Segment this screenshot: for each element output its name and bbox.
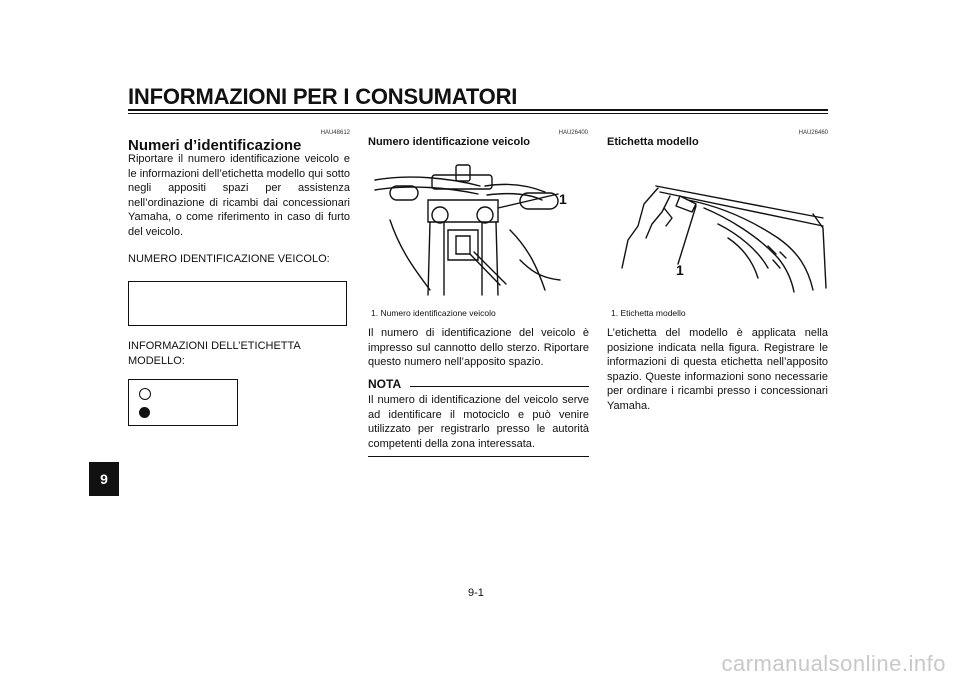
model-label-paragraph (607, 326, 828, 414)
title-rule (128, 109, 828, 111)
nota-text: Il numero di identificazione del veicolo serve ad identificare il motociclo e può venire utilizzato per registrarlo presso le autorità competenti della zona interessata. (368, 394, 589, 450)
label-info-heading: INFORMAZIONI DELL’ETICHETTA MODELLO: (128, 340, 301, 367)
section-heading: Numero identificazione veicolo (368, 136, 530, 148)
vin-entry-box[interactable] (128, 281, 347, 326)
nota-rule (410, 386, 589, 387)
vin-label: NUMERO IDENTIFICAZIONE VEICOLO: (128, 253, 330, 265)
vin-paragraph (368, 326, 589, 370)
page-number: 9-1 (468, 587, 484, 599)
section-code: HAU48612 (320, 130, 350, 136)
section-heading: Numeri d’identificazione (128, 137, 302, 154)
model-label-text: L’etichetta del modello è applicata nella posizione indicata nella figura. Registrare le informazioni di questa etichetta nell’apposito spazio. Queste informazioni sono necessarie per ordinare i ricambi presso i concessionari Yamaha. (607, 327, 828, 412)
label-entry-box[interactable] (128, 379, 238, 426)
figure-caption: 1. Numero identificazione veicolo (371, 308, 496, 318)
section-code: HAU26460 (798, 130, 828, 136)
title-rule-thin (128, 113, 828, 114)
chapter-tab: 9 (89, 462, 119, 496)
callout-number: 1 (676, 262, 684, 278)
section-code: HAU26400 (558, 130, 588, 136)
nota-paragraph (368, 393, 589, 451)
callout-number: 1 (559, 191, 567, 207)
nota-bottom-rule (368, 456, 589, 457)
figure-caption: 1. Etichetta modello (611, 308, 686, 318)
steering-head-illustration (370, 160, 590, 300)
watermark: carmanualsonline.info (721, 651, 946, 676)
intro-paragraph (128, 152, 350, 240)
section-heading: Etichetta modello (607, 136, 699, 148)
model-label-illustration (608, 178, 830, 298)
page-title: INFORMAZIONI PER I CONSUMATORI (128, 84, 518, 109)
vin-text: Il numero di identificazione del veicolo è impresso sul cannotto dello sterzo. Riportare questo numero nell’apposito spazio. (368, 327, 589, 369)
intro-text: Riportare il numero identificazione veicolo e le informazioni dell’etichetta modello qui sotto negli appositi spazi per assistenza nell’ordinazione di ricambi dai concessionari Yamaha, o come riferimento in caso di furto del veicolo. (128, 153, 350, 238)
filled-circle-icon (139, 407, 150, 418)
nota-label: NOTA (368, 377, 402, 391)
empty-circle-icon (139, 388, 151, 400)
